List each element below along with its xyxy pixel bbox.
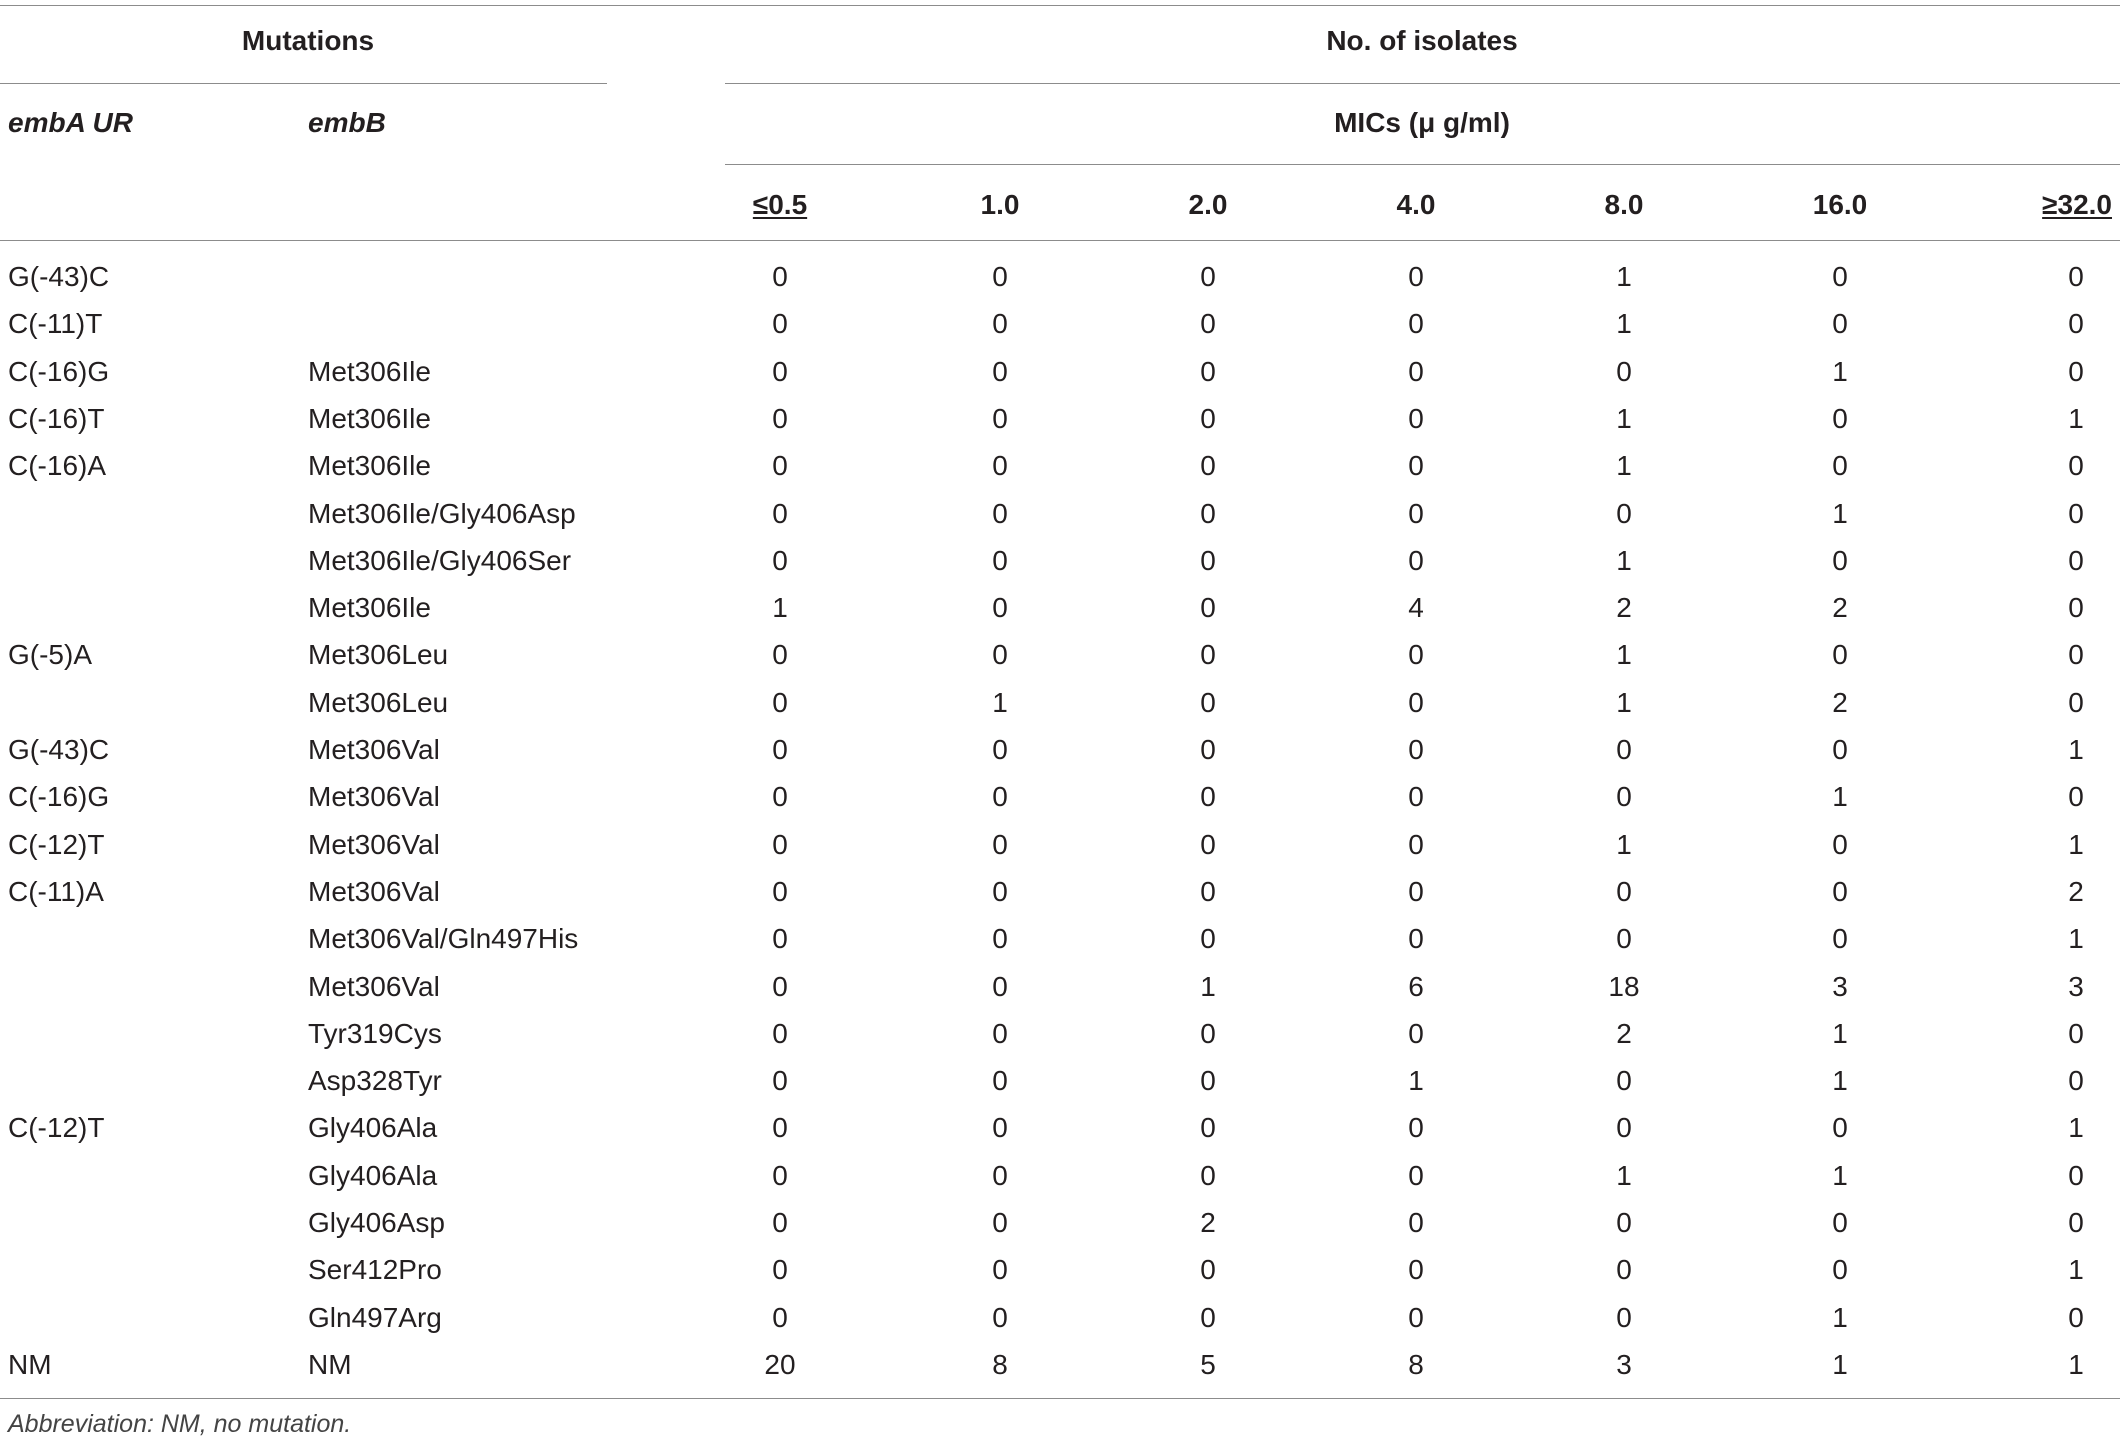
mic-value-cell: 0	[1200, 1301, 1216, 1333]
mic-value-cell: 0	[992, 1065, 1008, 1097]
mic-value-cell: 1	[1832, 497, 1848, 529]
mic-value-cell: 0	[1832, 1207, 1848, 1238]
mic-value-cell: 0	[992, 639, 1008, 671]
mic-value-cell: 0	[1408, 450, 1424, 482]
mic-value-cell: 1	[2068, 402, 2084, 434]
mic-value-cell: 1	[1200, 970, 1216, 1002]
mic-value-cell: 0	[992, 1207, 1008, 1238]
mic-value-cell: 0	[772, 1017, 788, 1049]
mic-col-0: ≤0.5	[752, 189, 808, 220]
mic-value-cell: 0	[1200, 308, 1216, 340]
mic-value-cell: 0	[2068, 497, 2084, 529]
mic-value-cell: 6	[1408, 970, 1424, 1002]
mic-value-cell: 2	[1616, 592, 1632, 624]
mic-value-cell: 0	[992, 781, 1008, 813]
mic-value-cell: 3	[1832, 970, 1848, 1002]
emba-ur-cell: G(-5)A	[8, 639, 92, 671]
mic-value-cell: 0	[772, 355, 788, 387]
mic-value-cell: 1	[2068, 923, 2084, 955]
mic-col-6: ≥32.0	[2042, 189, 2112, 220]
mic-value-cell: 0	[1200, 402, 1216, 434]
mic-value-cell: 0	[1832, 1254, 1848, 1286]
mic-value-cell: 0	[1408, 308, 1424, 340]
mic-value-cell: 0	[992, 497, 1008, 529]
mic-value-cell: 0	[1616, 781, 1632, 813]
mic-value-cell: 0	[1616, 1112, 1632, 1144]
mic-value-cell: 0	[2068, 544, 2084, 576]
embb-header: embB	[308, 107, 386, 138]
mic-value-cell: 0	[772, 497, 788, 529]
mic-value-cell: 1	[1616, 450, 1632, 482]
embb-cell: NM	[308, 1348, 352, 1380]
mic-value-cell: 1	[772, 592, 788, 624]
mic-value-cell: 0	[1200, 734, 1216, 765]
mic-value-cell: 0	[1408, 923, 1424, 955]
mic-value-cell: 0	[772, 1254, 788, 1286]
mic-value-cell: 0	[992, 875, 1008, 907]
mic-value-cell: 0	[1616, 875, 1632, 907]
mic-value-cell: 0	[1200, 686, 1216, 718]
mic-value-cell: 0	[992, 734, 1008, 765]
emba-ur-cell: C(-11)A	[8, 875, 104, 907]
mic-value-cell: 1	[1832, 1301, 1848, 1333]
mic-value-cell: 0	[772, 308, 788, 340]
mic-value-cell: 0	[992, 1112, 1008, 1144]
footnote: Abbreviation: NM, no mutation.	[8, 1410, 352, 1438]
mic-value-cell: 0	[1408, 828, 1424, 860]
mic-value-cell: 1	[1616, 308, 1632, 340]
mic-value-cell: 0	[2068, 261, 2084, 292]
mic-value-cell: 0	[1616, 734, 1632, 765]
mic-value-cell: 0	[772, 261, 788, 292]
embb-cell: Met306Ile/Gly406Asp	[308, 497, 576, 529]
mic-value-cell: 0	[992, 592, 1008, 624]
mic-value-cell: 0	[1200, 1159, 1216, 1191]
embb-cell: Gly406Ala	[308, 1112, 438, 1144]
no-of-isolates-header: No. of isolates	[1326, 25, 1518, 56]
embb-cell: Met306Val/Gln497His	[308, 923, 579, 955]
emba-ur-cell: G(-43)C	[8, 261, 110, 292]
mic-value-cell: 0	[992, 828, 1008, 860]
mic-value-cell: 1	[1832, 1159, 1848, 1191]
mic-value-cell: 0	[1832, 261, 1848, 292]
mic-value-cell: 0	[1832, 734, 1848, 765]
mic-value-cell: 0	[1200, 639, 1216, 671]
mic-value-cell: 0	[1200, 1254, 1216, 1286]
embb-cell: Met306Val	[308, 875, 440, 907]
mic-value-cell: 0	[2068, 450, 2084, 482]
mic-value-cell: 0	[2068, 639, 2084, 671]
mic-value-cell: 0	[1832, 1112, 1848, 1144]
mic-value-cell: 0	[772, 875, 788, 907]
mic-value-cell: 0	[1408, 1254, 1424, 1286]
mic-value-cell: 0	[1408, 781, 1424, 813]
mic-value-cell: 0	[772, 923, 788, 955]
embb-cell: Met306Ile	[308, 355, 431, 387]
mic-value-cell: 3	[1616, 1348, 1632, 1380]
mic-value-cell: 2	[1832, 686, 1848, 718]
mic-value-cell: 0	[1200, 450, 1216, 482]
mic-value-cell: 0	[1408, 875, 1424, 907]
mic-value-cell: 0	[1408, 1017, 1424, 1049]
mic-value-cell: 0	[1616, 1254, 1632, 1286]
mic-value-cell: 0	[2068, 1301, 2084, 1333]
mic-value-cell: 0	[1408, 261, 1424, 292]
mic-value-cell: 0	[1200, 1112, 1216, 1144]
mic-value-cell: 0	[772, 1301, 788, 1333]
mutations-header: Mutations	[241, 25, 375, 56]
mic-value-cell: 0	[1408, 1207, 1424, 1238]
mic-value-cell: 0	[992, 1254, 1008, 1286]
mic-col-4: 8.0	[1604, 189, 1644, 220]
emba-ur-cell: C(-12)T	[8, 1112, 105, 1144]
mic-value-cell: 0	[1200, 1065, 1216, 1097]
mic-value-cell: 0	[772, 781, 788, 813]
mics-header: MICs (μ g/ml)	[1334, 107, 1510, 138]
mic-value-cell: 0	[1200, 261, 1216, 292]
mic-value-cell: 0	[992, 308, 1008, 340]
mic-value-cell: 0	[1616, 355, 1632, 387]
mic-value-cell: 1	[2068, 1348, 2084, 1380]
mic-value-cell: 18	[1608, 970, 1640, 1002]
mic-value-cell: 1	[1616, 828, 1632, 860]
mic-value-cell: 0	[1408, 402, 1424, 434]
embb-cell: Met306Ile/Gly406Ser	[308, 544, 572, 576]
mic-value-cell: 2	[2068, 875, 2084, 907]
mic-value-cell: 0	[1408, 355, 1424, 387]
embb-cell: Gln497Arg	[308, 1301, 442, 1333]
mic-value-cell: 0	[1408, 497, 1424, 529]
mic-value-cell: 1	[1832, 1348, 1848, 1380]
mic-value-cell: 8	[992, 1348, 1008, 1380]
mic-value-cell: 0	[1200, 355, 1216, 387]
mic-value-cell: 0	[1616, 923, 1632, 955]
mic-value-cell: 8	[1408, 1348, 1424, 1380]
mic-value-cell: 1	[2068, 734, 2084, 765]
mic-col-1: 1.0	[980, 189, 1020, 220]
mic-value-cell: 0	[1408, 1112, 1424, 1144]
mic-value-cell: 0	[1616, 1301, 1632, 1333]
mic-value-cell: 0	[1832, 308, 1848, 340]
mic-value-cell: 0	[1200, 544, 1216, 576]
mic-value-cell: 0	[992, 1159, 1008, 1191]
mic-value-cell: 0	[772, 970, 788, 1002]
mic-value-cell: 1	[1832, 355, 1848, 387]
mic-value-cell: 1	[2068, 1254, 2084, 1286]
mic-value-cell: 0	[1200, 1017, 1216, 1049]
mic-value-cell: 1	[1832, 781, 1848, 813]
emba-ur-cell: C(-16)G	[8, 781, 110, 813]
embb-cell: Gly406Ala	[308, 1159, 438, 1191]
mic-value-cell: 0	[992, 970, 1008, 1002]
mic-value-cell: 0	[1408, 544, 1424, 576]
mic-value-cell: 0	[772, 828, 788, 860]
embb-cell: Tyr319Cys	[308, 1017, 442, 1049]
emba-ur-header: embA UR	[8, 107, 133, 138]
mic-value-cell: 0	[772, 402, 788, 434]
mic-value-cell: 0	[772, 1207, 788, 1238]
mic-value-cell: 0	[1832, 923, 1848, 955]
mic-value-cell: 0	[2068, 1065, 2084, 1097]
mic-value-cell: 1	[1832, 1065, 1848, 1097]
mic-value-cell: 0	[1616, 497, 1632, 529]
emba-ur-cell: G(-43)C	[8, 734, 110, 765]
mic-value-cell: 0	[992, 1301, 1008, 1333]
embb-cell: Met306Ile	[308, 450, 431, 482]
mic-value-cell: 0	[1832, 402, 1848, 434]
mic-value-cell: 3	[2068, 970, 2084, 1002]
embb-cell: Met306Leu	[308, 639, 449, 671]
emba-ur-cell: C(-11)T	[8, 308, 103, 340]
mic-value-cell: 0	[2068, 355, 2084, 387]
mic-value-cell: 20	[764, 1348, 796, 1380]
embb-cell: Met306Leu	[308, 686, 449, 718]
mic-value-cell: 0	[2068, 308, 2084, 340]
mic-value-cell: 0	[1200, 923, 1216, 955]
mic-value-cell: 0	[992, 261, 1008, 292]
mic-value-cell: 0	[1200, 592, 1216, 624]
mic-value-cell: 5	[1200, 1348, 1216, 1380]
mic-value-cell: 0	[1616, 1065, 1632, 1097]
mic-value-cell: 0	[2068, 781, 2084, 813]
mic-value-cell: 0	[1832, 639, 1848, 671]
mic-value-cell: 1	[2068, 828, 2084, 860]
mic-col-2: 2.0	[1188, 189, 1228, 220]
mic-value-cell: 2	[1832, 592, 1848, 624]
mic-value-cell: 2	[1616, 1017, 1632, 1049]
mic-value-cell: 0	[772, 544, 788, 576]
mic-value-cell: 0	[772, 639, 788, 671]
mic-value-cell: 0	[1200, 781, 1216, 813]
mic-value-cell: 0	[1408, 639, 1424, 671]
embb-cell: Met306Ile	[308, 402, 431, 434]
mic-value-cell: 0	[992, 923, 1008, 955]
mic-value-cell: 0	[1832, 450, 1848, 482]
emba-ur-cell: C(-16)G	[8, 355, 110, 387]
mic-value-cell: 0	[1832, 828, 1848, 860]
mic-value-cell: 0	[992, 450, 1008, 482]
mic-value-cell: 0	[2068, 1207, 2084, 1238]
emba-ur-cell: C(-12)T	[8, 828, 105, 860]
mic-value-cell: 0	[1832, 875, 1848, 907]
mic-value-cell: 1	[2068, 1112, 2084, 1144]
emba-ur-cell: NM	[8, 1348, 52, 1380]
mic-value-cell: 1	[1616, 639, 1632, 671]
mic-value-cell: 0	[1408, 686, 1424, 718]
mic-value-cell: 0	[1200, 828, 1216, 860]
mic-value-cell: 1	[992, 686, 1008, 718]
embb-cell: Met306Val	[308, 781, 440, 813]
mic-value-cell: 1	[1616, 261, 1632, 292]
mic-value-cell: 0	[772, 1159, 788, 1191]
mic-value-cell: 1	[1616, 686, 1632, 718]
emba-ur-cell: C(-16)T	[8, 402, 105, 434]
mic-col-5: 16.0	[1812, 189, 1868, 220]
mic-value-cell: 1	[1616, 544, 1632, 576]
embb-cell: Gly406Asp	[308, 1207, 445, 1238]
embb-cell: Met306Ile	[308, 592, 431, 624]
mic-value-cell: 0	[1408, 734, 1424, 765]
mic-value-cell: 0	[1200, 875, 1216, 907]
embb-cell: Ser412Pro	[308, 1254, 442, 1286]
mic-value-cell: 0	[2068, 592, 2084, 624]
mic-value-cell: 0	[992, 544, 1008, 576]
mic-value-cell: 0	[1408, 1159, 1424, 1191]
mic-value-cell: 0	[2068, 1017, 2084, 1049]
mic-col-3: 4.0	[1396, 189, 1436, 220]
mic-value-cell: 1	[1832, 1017, 1848, 1049]
mic-value-cell: 1	[1616, 1159, 1632, 1191]
mic-value-cell: 0	[772, 734, 788, 765]
mic-value-cell: 0	[992, 355, 1008, 387]
embb-cell: Met306Val	[308, 828, 440, 860]
mic-value-cell: 0	[772, 450, 788, 482]
mic-value-cell: 0	[772, 1065, 788, 1097]
embb-cell: Asp328Tyr	[308, 1065, 442, 1097]
emba-ur-cell: C(-16)A	[8, 450, 107, 482]
mic-value-cell: 0	[2068, 1159, 2084, 1191]
mic-value-cell: 0	[992, 402, 1008, 434]
mic-value-cell: 4	[1408, 592, 1424, 624]
mic-value-cell: 0	[1408, 1301, 1424, 1333]
mic-value-cell: 0	[992, 1017, 1008, 1049]
mic-value-cell: 1	[1616, 402, 1632, 434]
mic-value-cell: 0	[2068, 686, 2084, 718]
mic-value-cell: 0	[772, 686, 788, 718]
mic-value-cell: 0	[1832, 544, 1848, 576]
embb-cell: Met306Val	[308, 734, 440, 765]
mic-value-cell: 0	[1200, 497, 1216, 529]
embb-cell: Met306Val	[308, 970, 440, 1002]
mic-value-cell: 2	[1200, 1207, 1216, 1238]
mic-value-cell: 0	[772, 1112, 788, 1144]
mic-value-cell: 0	[1616, 1207, 1632, 1238]
mic-value-cell: 1	[1408, 1065, 1424, 1097]
